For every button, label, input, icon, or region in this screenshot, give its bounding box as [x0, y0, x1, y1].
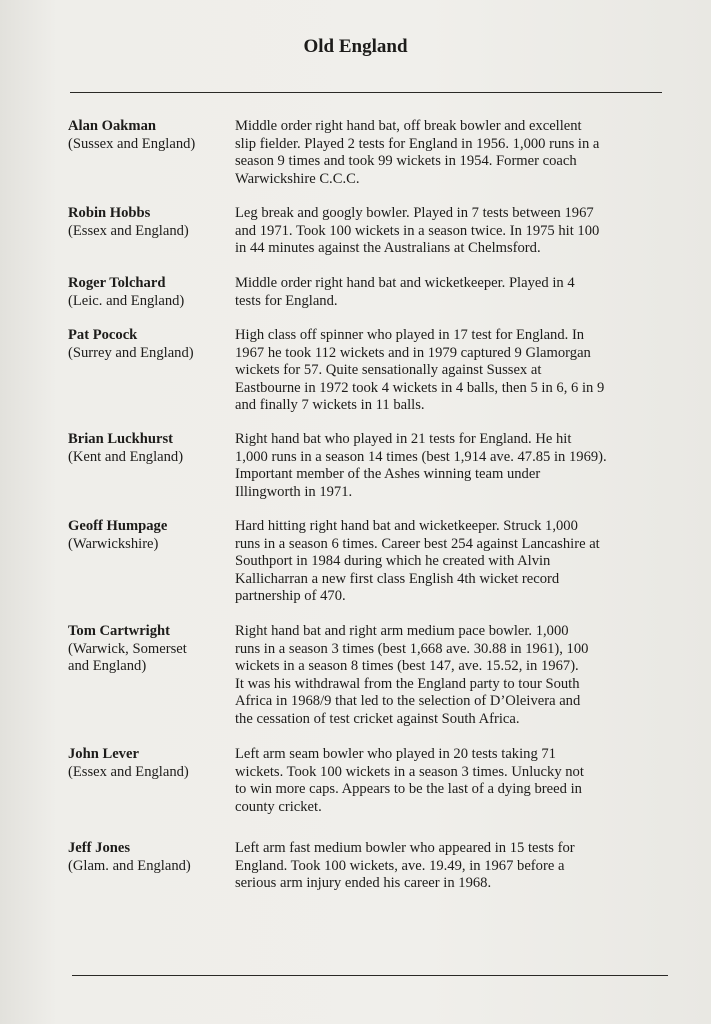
player-description [235, 431, 663, 501]
top-rule [70, 92, 662, 93]
player-team: (Kent and England) [68, 448, 184, 465]
description-line: 1967 he took 112 wickets and in 1979 captured 9 Glamorgan [235, 344, 591, 361]
description-line: 1,000 runs in a season 14 times (best 1,914 ave. 47.85 in 1969). [235, 448, 607, 465]
player-name: Jeff Jones [68, 840, 131, 856]
description-line: Right hand bat who played in 21 tests for England. He hit [235, 431, 572, 447]
player-team: (Sussex and England) [68, 135, 196, 152]
description-line: the cessation of test cricket against South Africa. [235, 710, 520, 727]
player-identity [68, 431, 233, 466]
description-line: wickets for 57. Quite sensationally against Sussex at [235, 362, 542, 378]
player-identity [68, 205, 233, 240]
description-line: Illingworth in 1971. [235, 483, 353, 500]
player-identity [68, 518, 233, 553]
player-name: Alan Oakman [68, 118, 156, 134]
player-name: Roger Tolchard [68, 275, 166, 291]
description-line: Hard hitting right hand bat and wicketkeeper. Struck 1,000 [235, 518, 578, 534]
description-line: slip fielder. Played 2 tests for England in 1956. 1,000 runs in a [235, 135, 600, 152]
player-identity [68, 275, 233, 310]
description-line: runs in a season 6 times. Career best 254 against Lancashire at [235, 535, 600, 552]
player-description [235, 275, 663, 310]
description-line: season 9 times and took 99 wickets in 1954. Former coach [235, 153, 577, 169]
description-line: It was his withdrawal from the England party to tour South [235, 675, 580, 692]
description-line: Warwickshire C.C.C. [235, 170, 360, 187]
description-line: wickets. Took 100 wickets in a season 3 times. Unlucky not [235, 763, 584, 780]
description-line: to win more caps. Appears to be the last of a dying breed in [235, 781, 582, 797]
player-description [235, 840, 663, 893]
player-team: (Warwickshire) [68, 535, 159, 552]
description-line: tests for England. [235, 292, 338, 309]
description-line: Eastbourne in 1972 took 4 wickets in 4 balls, then 5 in 6, 6 in 9 [235, 379, 605, 396]
description-line: and 1971. Took 100 wickets in a season twice. In 1975 hit 100 [235, 222, 600, 239]
player-name: Robin Hobbs [68, 205, 151, 221]
player-name: John Lever [68, 746, 139, 762]
player-identity [68, 118, 233, 153]
bottom-rule [72, 975, 668, 976]
player-description [235, 623, 663, 728]
description-line: county cricket. [235, 798, 322, 815]
player-identity [68, 623, 233, 676]
player-team: (Surrey and England) [68, 344, 194, 361]
description-line: runs in a season 3 times (best 1,668 ave. 30.88 in 1961), 100 [235, 640, 589, 657]
description-line: Southport in 1984 during which he created with Alvin [235, 553, 551, 569]
player-identity [68, 746, 233, 781]
description-line: partnership of 470. [235, 588, 346, 604]
description-line: England. Took 100 wickets, ave. 19.49, in 1967 before a [235, 857, 565, 874]
player-team: and England) [68, 658, 147, 674]
description-line: Important member of the Ashes winning team under [235, 466, 541, 482]
player-description [235, 746, 663, 816]
description-line: Left arm fast medium bowler who appeared in 15 tests for [235, 840, 575, 856]
player-team: (Essex and England) [68, 763, 189, 780]
description-line: Middle order right hand bat, off break bowler and excellent [235, 118, 582, 134]
player-team: (Warwick, Somerset [68, 640, 187, 657]
player-name: Geoff Humpage [68, 518, 168, 534]
description-line: in 44 minutes against the Australians at Chelmsford. [235, 240, 541, 256]
page-title: Old England [303, 36, 408, 57]
description-line: and finally 7 wickets in 11 balls. [235, 397, 425, 413]
description-line: Kallicharran a new first class English 4th wicket record [235, 570, 560, 587]
player-team: (Glam. and England) [68, 857, 191, 874]
player-identity [68, 840, 233, 875]
player-description [235, 518, 663, 606]
player-team: (Essex and England) [68, 222, 189, 239]
description-line: Africa in 1968/9 that led to the selection of D’Oleivera and [235, 693, 581, 709]
description-line: Left arm seam bowler who played in 20 tests taking 71 [235, 746, 556, 762]
description-line: serious arm injury ended his career in 1968. [235, 875, 492, 891]
description-line: High class off spinner who played in 17 test for England. In [235, 327, 585, 343]
description-line: Middle order right hand bat and wicketkeeper. Played in 4 [235, 275, 575, 291]
description-line: wickets in a season 8 times (best 147, ave. 15.52, in 1967). [235, 658, 579, 674]
player-name: Tom Cartwright [68, 623, 171, 639]
player-description [235, 205, 663, 258]
player-description [235, 327, 663, 415]
player-description [235, 118, 663, 188]
player-team: (Leic. and England) [68, 292, 185, 309]
player-name: Pat Pocock [68, 327, 138, 343]
description-line: Right hand bat and right arm medium pace bowler. 1,000 [235, 623, 569, 639]
player-identity [68, 327, 233, 362]
player-name: Brian Luckhurst [68, 431, 174, 447]
description-line: Leg break and googly bowler. Played in 7 tests between 1967 [235, 205, 594, 221]
